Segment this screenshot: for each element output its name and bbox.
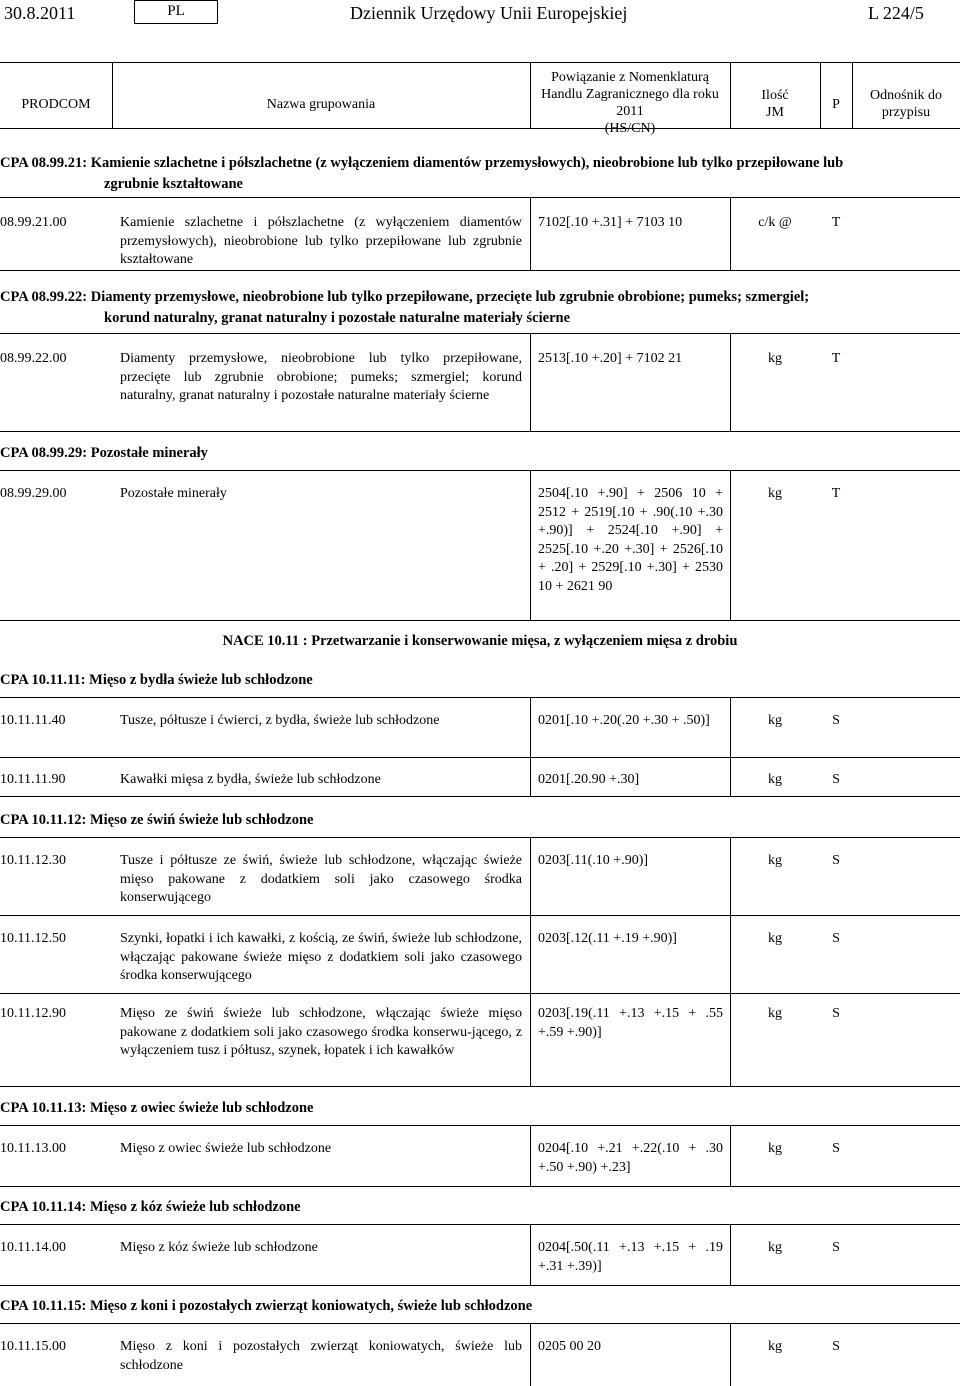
section-heading: CPA 08.99.22: Diamenty przemysłowe, nieobrobione lub tylko przepiłowane, przecięte lub zgrubnie obrobione; pumeks; szmergiel; korund naturalny, granat naturalny i pozostałe naturalne materiały ścierne: [0, 289, 810, 326]
section-heading: CPA 10.11.11: Mięso z bydła świeże lub schłodzone: [0, 672, 313, 688]
hs-cn-link: 0204[.10 +.21 +.22(.10 + .30 +.50 +.90) +.23]: [538, 1141, 723, 1175]
unit-of-quantity: kg: [768, 713, 782, 728]
product-description: Diamenty przemysłowe, nieobrobione lub tylko przepiłowane, przecięte lub zgrubnie obrobione; pumeks; szmergiel; korund naturalny, granat naturalny i pozostałe naturalne materiały ścierne: [120, 351, 522, 403]
row-rule: [0, 993, 960, 994]
unit-of-quantity: kg: [768, 351, 782, 366]
section-heading: CPA 10.11.13: Mięso z owiec świeże lub schłodzone: [0, 1100, 314, 1116]
hs-cn-link: 0203[.12(.11 +.19 +.90)]: [538, 931, 677, 946]
prodcom-code: 08.99.29.00: [0, 486, 67, 501]
row-rule: [0, 1086, 960, 1087]
column-header-qty: Ilość JM: [761, 88, 789, 120]
product-description: Mięso z kóz świeże lub schłodzone: [120, 1240, 318, 1255]
section-heading: CPA 08.99.21: Kamienie szlachetne i półszlachetne (z wyłączeniem diamentów przemysłowych), nieobrobione lub tylko przepiłowane lub zgrubnie kształtowane: [0, 155, 844, 192]
p-flag: S: [832, 713, 840, 728]
column-divider: [530, 470, 531, 620]
p-flag: S: [832, 1339, 840, 1354]
unit-of-quantity: kg: [768, 1240, 782, 1255]
nace-heading: NACE 10.11 : Przetwarzanie i konserwowanie mięsa, z wyłączeniem mięsa z drobiu: [222, 633, 738, 649]
column-divider: [730, 470, 731, 620]
product-description: Tusze, półtusze i ćwierci, z bydła, świeże lub schłodzone: [120, 713, 440, 728]
column-divider: [112, 62, 113, 128]
row-rule: [0, 757, 960, 758]
hs-cn-link: 7102[.10 +.31] + 7103 10: [538, 215, 683, 230]
row-rule: [0, 796, 960, 797]
p-flag: S: [832, 772, 840, 787]
table-header-rule: [0, 128, 960, 129]
p-flag: S: [832, 1006, 840, 1021]
unit-of-quantity: c/k @: [758, 215, 792, 230]
unit-of-quantity: kg: [768, 1141, 782, 1156]
column-divider: [530, 915, 531, 993]
p-flag: S: [832, 1240, 840, 1255]
row-rule: [0, 1186, 960, 1187]
p-flag: T: [831, 351, 841, 366]
unit-of-quantity: kg: [768, 486, 782, 501]
unit-of-quantity: kg: [768, 931, 782, 946]
unit-of-quantity: kg: [768, 1006, 782, 1021]
row-rule: [0, 1323, 960, 1324]
prodcom-code: 10.11.14.00: [0, 1240, 66, 1255]
column-header-hs: Powiązanie z Nomenklaturą Handlu Zagranicznego dla roku 2011 (HS/CN): [541, 70, 719, 136]
section-heading: CPA 10.11.15: Mięso z koni i pozostałych zwierząt koniowatych, świeże lub schłodzone: [0, 1298, 533, 1314]
section-heading: CPA 10.11.12: Mięso ze świń świeże lub schłodzone: [0, 812, 314, 828]
product-description: Mięso ze świń świeże lub schłodzone, włączając świeże mięso pakowane z dodatkiem soli jako czasowego środka konserwu-jącego, z wyłączeniem tusz i półtusz, szynek, łopatek i ich kawałków: [120, 1006, 522, 1058]
unit-of-quantity: kg: [768, 853, 782, 868]
product-description: Pozostałe minerały: [120, 486, 227, 501]
column-divider: [730, 837, 731, 915]
row-rule: [0, 697, 960, 698]
section-heading: CPA 10.11.14: Mięso z kóz świeże lub schłodzone: [0, 1199, 301, 1215]
row-rule: [0, 270, 960, 271]
table-top-rule: [0, 62, 960, 63]
publication-date: 30.8.2011: [4, 3, 76, 23]
product-description: Tusze i półtusze ze świń, świeże lub schłodzone, włączając świeże mięso pakowane z dodatkiem soli jako czasowego środka konserwującego: [120, 853, 522, 905]
row-rule: [0, 1224, 960, 1225]
hs-cn-link: 0203[.19(.11 +.13 +.15 + .55 +.59 +.90)]: [538, 1006, 723, 1040]
column-divider: [730, 697, 731, 757]
page-header: [0, 0, 960, 30]
journal-title: Dziennik Urzędowy Unii Europejskiej: [350, 3, 628, 23]
column-divider: [530, 197, 531, 270]
hs-cn-link: 0201[.20.90 +.30]: [538, 772, 640, 787]
unit-of-quantity: kg: [768, 1339, 782, 1354]
p-flag: T: [831, 215, 841, 230]
column-divider: [730, 1125, 731, 1186]
row-rule: [0, 837, 960, 838]
product-description: Mięso z koni i pozostałych zwierząt koniowatych, świeże lub schłodzone: [120, 1339, 522, 1373]
column-header-footnote: Odnośnik do przypisu: [870, 88, 942, 120]
hs-cn-link: 0205 00 20: [538, 1339, 601, 1354]
product-description: Kawałki mięsa z bydła, świeże lub schłodzone: [120, 772, 381, 787]
row-rule: [0, 620, 960, 621]
unit-of-quantity: kg: [768, 772, 782, 787]
column-divider: [730, 197, 731, 270]
column-header-name: Nazwa grupowania: [266, 97, 376, 112]
p-flag: T: [831, 486, 841, 501]
column-divider: [730, 757, 731, 796]
prodcom-code: 10.11.11.40: [0, 713, 66, 728]
prodcom-code: 08.99.21.00: [0, 215, 67, 230]
prodcom-code: 10.11.15.00: [0, 1339, 66, 1354]
hs-cn-link: 0204[.50(.11 +.13 +.15 + .19 +.31 +.39)]: [538, 1240, 723, 1274]
hs-cn-link: 0201[.10 +.20(.20 +.30 + .50)]: [538, 713, 710, 728]
column-divider: [530, 1323, 531, 1386]
product-description: Szynki, łopatki i ich kawałki, z kością, ze świń, świeże lub schłodzone, włączając pakowane świeże mięso z dodatkiem soli jako czasowego środka konserwującego: [120, 931, 522, 983]
column-header-p: P: [832, 97, 840, 112]
product-description: Mięso z owiec świeże lub schłodzone: [120, 1141, 332, 1156]
column-header-prodcom: PRODCOM: [21, 97, 91, 112]
hs-cn-link: 2513[.10 +.20] + 7102 21: [538, 351, 683, 366]
column-divider: [730, 1224, 731, 1285]
p-flag: S: [832, 931, 840, 946]
row-rule: [0, 915, 960, 916]
column-divider: [530, 333, 531, 431]
column-divider: [730, 993, 731, 1086]
prodcom-code: 10.11.12.30: [0, 853, 66, 868]
column-divider: [530, 1224, 531, 1285]
column-divider: [530, 1125, 531, 1186]
hs-cn-link: 2504[.10 +.90] + 2506 10 + 2512 + 2519[.10 + .90(.10 +.30 +.90)] + 2524[.10 +.90] + 2525[.10 +.20 +.30] + 2526[.10 + .20] + 2529[.10 +.30] + 2530 10 + 2621 90: [538, 486, 723, 594]
page-number: L 224/5: [868, 3, 924, 23]
language-code: PL: [134, 0, 218, 24]
prodcom-code: 10.11.12.50: [0, 931, 66, 946]
column-divider: [730, 333, 731, 431]
prodcom-code: 08.99.22.00: [0, 351, 67, 366]
column-divider: [530, 837, 531, 915]
product-description: Kamienie szlachetne i półszlachetne (z wyłączeniem diamentów przemysłowych), nieobrobione lub tylko przepiłowane lub zgrubnie kształtowane: [120, 215, 522, 267]
row-rule: [0, 197, 960, 198]
column-divider: [730, 1323, 731, 1386]
column-divider: [820, 62, 821, 128]
hs-cn-link: 0203[.11(.10 +.90)]: [538, 853, 649, 868]
row-rule: [0, 431, 960, 432]
section-heading: CPA 08.99.29: Pozostałe minerały: [0, 445, 208, 461]
column-divider: [530, 697, 531, 757]
row-rule: [0, 470, 960, 471]
row-rule: [0, 333, 960, 334]
column-divider: [730, 915, 731, 993]
column-divider: [530, 993, 531, 1086]
p-flag: S: [832, 1141, 840, 1156]
prodcom-code: 10.11.11.90: [0, 772, 66, 787]
row-rule: [0, 1285, 960, 1286]
p-flag: S: [832, 853, 840, 868]
column-divider: [530, 757, 531, 796]
prodcom-code: 10.11.13.00: [0, 1141, 66, 1156]
prodcom-code: 10.11.12.90: [0, 1006, 66, 1021]
row-rule: [0, 1125, 960, 1126]
